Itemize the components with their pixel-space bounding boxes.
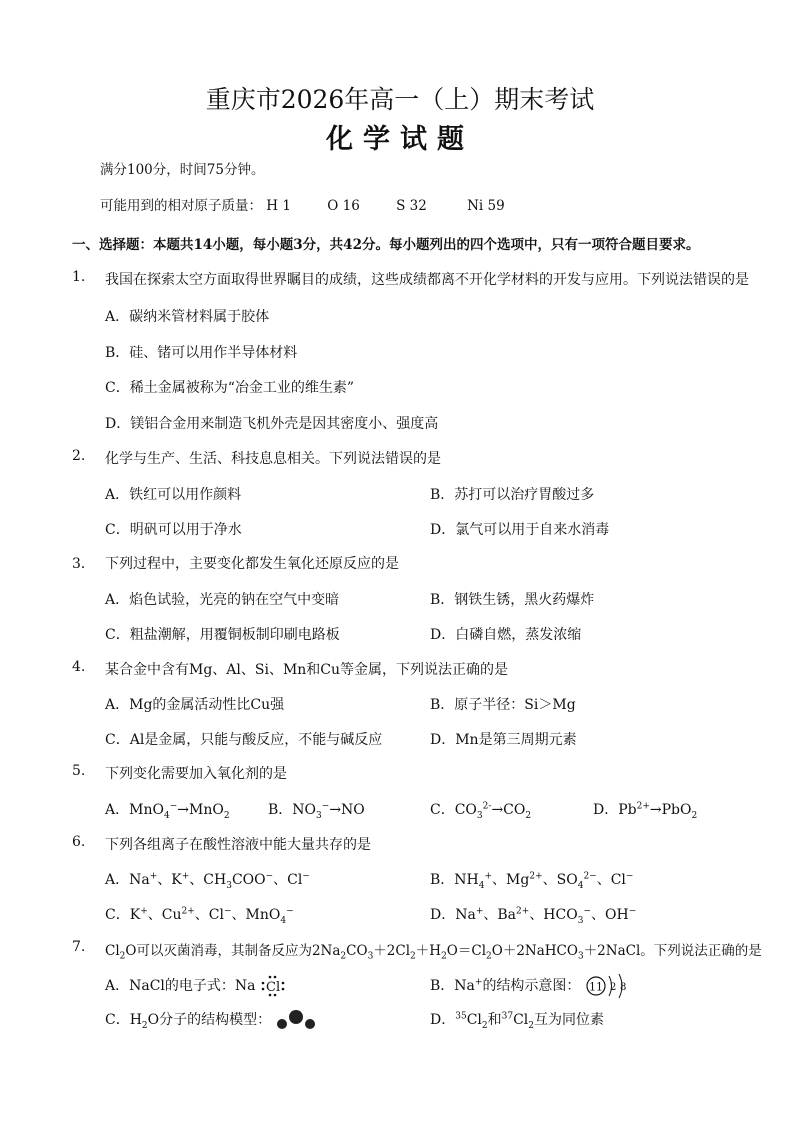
- exam-title: 重庆市2026年高一（上）期末考试: [205, 85, 595, 114]
- q4-option-d: D．Mn是第三周期元素: [430, 732, 577, 748]
- q5-option-b: B．$NO_3^-\to NO$: [268, 801, 365, 821]
- atomic-mass-row: [100, 194, 505, 214]
- q6-option-c: C．K+、$Cu^{2+}$、Cl−、MnO$_4$−: [105, 906, 294, 926]
- q1-number: 1.: [72, 269, 86, 285]
- svg-text:11: 11: [588, 980, 603, 994]
- atomic-mass-s: S 32: [396, 198, 427, 214]
- q4-stem: 某合金中含有Mg、Al、Si、Mn和Cu等金属，下列说法正确的是: [105, 662, 509, 678]
- q1-stem: 我国在探索太空方面取得世界瞩目的成绩，这些成绩都离不开化学材料的开发与应用。下列说法错误的是: [105, 272, 749, 288]
- q2-option-b: B．苏打可以治疗胃酸过多: [430, 487, 595, 503]
- q3-number: 3．: [72, 556, 95, 572]
- atomic-mass-ni: Ni 59: [467, 198, 505, 214]
- atomic-mass-o: O 16: [327, 198, 360, 214]
- q3-option-a: A．焰色试验，光亮的钠在空气中变暗: [105, 592, 340, 608]
- q7-stem: $Cl_2O$可以灭菌消毒，其制备反应为$2Na_2CO_3+2Cl_2+H_2O=Cl_2O+2NaHCO_3+2NaCl$。下列说法正确的是: [105, 943, 762, 962]
- q7-option-c: C．$H_2O$分子的结构模型：: [105, 1009, 316, 1031]
- svg-text:8: 8: [619, 982, 627, 993]
- q2-number: 2.: [72, 448, 86, 464]
- q4-option-c: C．Al是金属，只能与酸反应，不能与碱反应: [105, 732, 383, 748]
- q7-option-d: D．$^{35}Cl_2$和$^{37}Cl_2$互为同位素: [430, 1011, 605, 1031]
- electron-dot-cl-icon: [260, 974, 286, 998]
- q2-option-a: A．铁红可以用作颜料: [105, 487, 242, 503]
- exam-subtitle: 化学试题: [326, 124, 474, 155]
- q3-option-d: D．白磷自燃，蒸发浓缩: [430, 627, 582, 643]
- q5-option-a: A．MnO$_4$−→MnO$_2$: [105, 801, 230, 821]
- q5-option-d: D．$Pb^{2+}\to PbO_2$: [593, 801, 698, 821]
- water-molecule-model-icon: [276, 1009, 316, 1031]
- sodium-ion-structure-diagram-icon: [585, 972, 631, 1000]
- q6-number: 6.: [72, 834, 86, 850]
- atomic-mass-label: 可能用到的相对原子质量：: [100, 198, 262, 214]
- q7-number: 7.: [72, 939, 86, 955]
- q1-option-b: B．硅、锗可以用作半导体材料: [105, 345, 298, 361]
- q1-option-d: D．镁铝合金用来制造飞机外壳是因其密度小、强度高: [105, 416, 439, 432]
- score-time: 满分100分，时间75分钟。: [100, 162, 265, 178]
- q4-option-a: A．Mg的金属活动性比Cu强: [105, 697, 285, 713]
- q6-option-d: D．Na+、$Ba^{2+}$、$HCO_3^-$、OH−: [430, 906, 637, 926]
- q6-option-a: A．Na+、K+、$CH_3COO^-$、Cl−: [105, 871, 310, 891]
- svg-text:2: 2: [609, 982, 617, 993]
- section-heading: 一、选择题：本题共14小题，每小题3分，共42分。每小题列出的四个选项中，只有一项符合题目要求。: [72, 237, 700, 253]
- q3-option-c: C．粗盐潮解，用覆铜板制印刷电路板: [105, 627, 340, 643]
- q2-option-c: C．明矾可以用于净水: [105, 522, 242, 538]
- q4-option-b: B．原子半径：Si＞Mg: [430, 697, 576, 713]
- q1-option-c: C．稀土金属被称为“冶金工业的维生素”: [105, 380, 355, 396]
- q1-option-a: A．碳纳米管材料属于胶体: [105, 309, 270, 325]
- q6-option-b: B．$NH_4^+$、$Mg^{2+}$、$SO_4^{2-}$、Cl−: [430, 871, 634, 891]
- q2-stem: 化学与生产、生活、科技息息相关。下列说法错误的是: [105, 451, 441, 467]
- svg-text:Cl: Cl: [265, 980, 281, 995]
- q3-stem: 下列过程中，主要变化都发生氧化还原反应的是: [105, 556, 399, 572]
- q7-option-b: B．Na+的结构示意图： 11 2 8: [430, 972, 631, 1000]
- q7-option-a: A．NaCl的电子式：Na Cl: [105, 974, 286, 998]
- q3-option-b: B．钢铁生锈，黑火药爆炸: [430, 592, 595, 608]
- q5-number: 5.: [72, 763, 86, 779]
- q5-option-c: C．$CO_3^{2-}\to CO_2$: [430, 801, 532, 821]
- q5-stem: 下列变化需要加入氧化剂的是: [105, 766, 287, 782]
- q4-number: 4.: [72, 659, 86, 675]
- atomic-mass-h: H 1: [266, 198, 291, 214]
- q6-stem: 下列各组离子在酸性溶液中能大量共存的是: [105, 837, 371, 853]
- q2-option-d: D．氯气可以用于自来水消毒: [430, 522, 610, 538]
